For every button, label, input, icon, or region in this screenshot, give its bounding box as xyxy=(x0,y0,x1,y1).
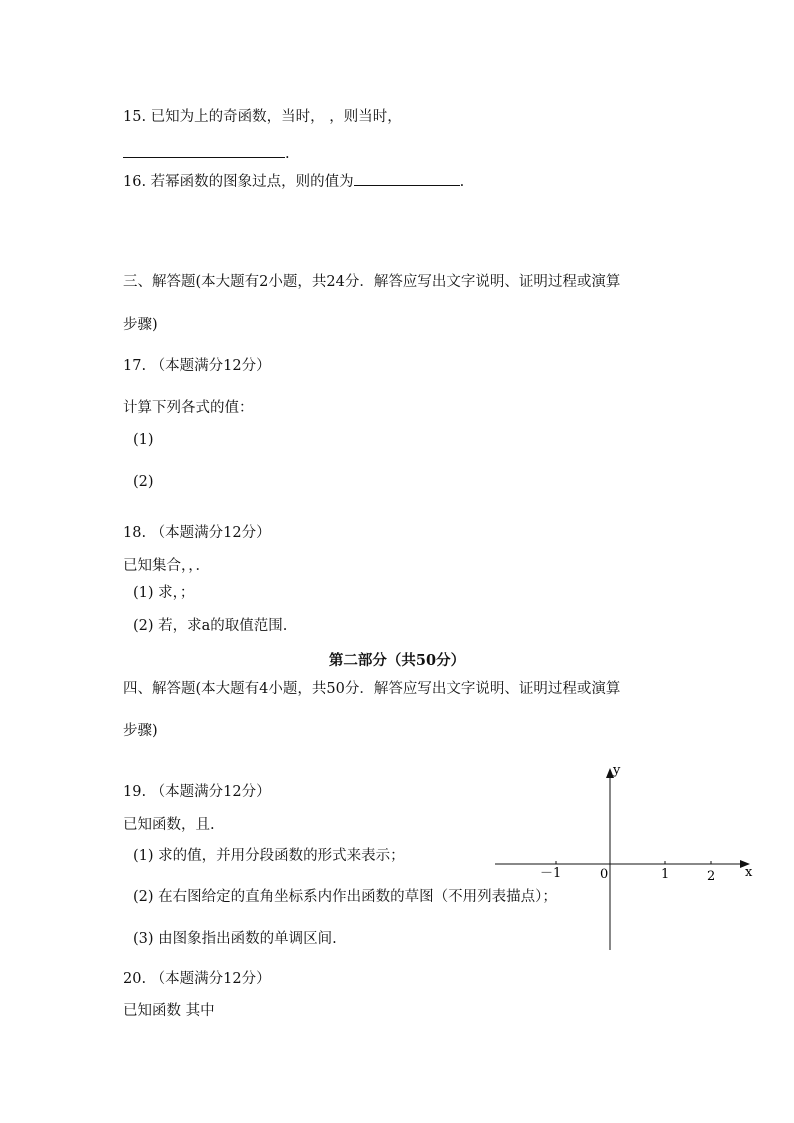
q15-answer-line xyxy=(123,143,290,163)
coordinate-axes xyxy=(490,760,760,955)
y-axis-label: y xyxy=(613,763,621,778)
section4-line1: 四、解答题(本大题有4小题，共50分．解答应写出文字说明、证明过程或演算 xyxy=(123,681,621,697)
q19-header: 19. （本题满分12分） xyxy=(123,784,271,800)
tick-1-label: 1 xyxy=(661,867,670,882)
section3-line1: 三、解答题(本大题有2小题，共24分．解答应写出文字说明、证明过程或演算 xyxy=(123,274,621,290)
q19-item1: (1) 求的值，并用分段函数的形式来表示； xyxy=(133,848,405,864)
q16-text: 16. 若幂函数的图象过点，则的值为 xyxy=(123,174,354,190)
q19-intro: 已知函数，且. xyxy=(123,817,215,833)
q20-header: 20. （本题满分12分） xyxy=(123,971,271,987)
q16-tail: . xyxy=(459,174,465,190)
q17-item2: (2) xyxy=(133,474,154,490)
tick-neg1-label: －1 xyxy=(540,866,562,881)
q17-intro: 计算下列各式的值： xyxy=(123,400,254,416)
q19-item2: (2) 在右图给定的直角坐标系内作出函数的草图（不用列表描点）； xyxy=(133,889,557,905)
q20-intro: 已知函数 其中 xyxy=(123,1003,215,1019)
section4-line2: 步骤) xyxy=(123,723,158,739)
q18-item1: (1) 求，； xyxy=(133,585,195,601)
q17-header: 17. （本题满分12分） xyxy=(123,358,271,374)
x-axis-label: x xyxy=(745,865,753,880)
q19-item3: (3) 由图象指出函数的单调区间. xyxy=(133,931,337,947)
q15-blank xyxy=(123,143,285,158)
q17-item1: (1) xyxy=(133,432,154,448)
q15-text: 15. 已知为上的奇函数，当时， ，则当时， xyxy=(123,109,402,125)
section3-line2: 步骤) xyxy=(123,317,158,333)
part-2-title: 第二部分（共50分） xyxy=(328,652,466,669)
question-16 xyxy=(123,171,464,191)
origin-label: 0 xyxy=(600,867,609,882)
q15-tail: . xyxy=(285,146,290,162)
q16-blank xyxy=(354,171,460,186)
q18-item2: (2) 若，求a的取值范围. xyxy=(133,618,288,634)
tick-2-label: 2 xyxy=(707,869,716,884)
q18-intro: 已知集合，，． xyxy=(123,558,210,574)
q18-header: 18. （本题满分12分） xyxy=(123,525,271,541)
